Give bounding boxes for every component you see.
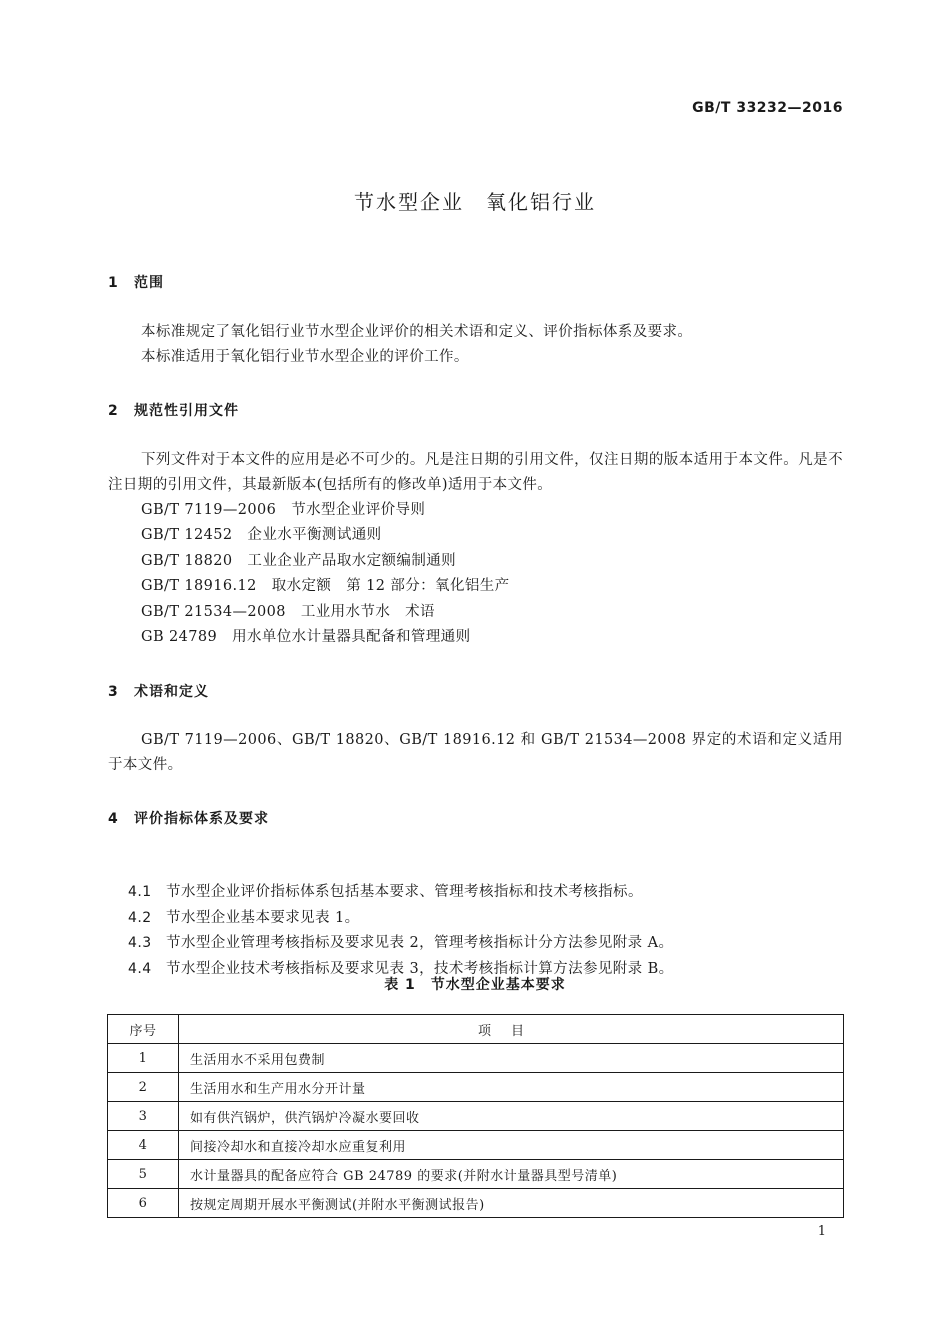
section-number: 2: [108, 403, 119, 419]
scope-paragraph-1: 本标准规定了氧化铝行业节水型企业评价的相关术语和定义、评价指标体系及要求。: [141, 324, 693, 340]
reference-item: GB 24789 用水单位水计量器具配备和管理通则: [141, 629, 471, 645]
terms-paragraph: GB/T 7119—2006、GB/T 18820、GB/T 18916.12 和 GB/T 21534—2008 界定的术语和定义适用于本文件。: [108, 732, 843, 773]
basic-requirements-table: [107, 1014, 844, 1218]
section-title: 范围: [134, 275, 164, 291]
table-row: [108, 1044, 844, 1073]
table-row: [108, 1189, 844, 1218]
header-item: 项目: [179, 1015, 844, 1044]
clause-text: 节水型企业技术考核指标及要求见表 3，技术考核指标计算方法参见附录 B。: [166, 961, 674, 977]
row-item: 生活用水不采用包费制: [179, 1044, 844, 1073]
clause-number: 4.2: [128, 910, 152, 926]
section-title: 规范性引用文件: [134, 403, 239, 419]
row-item: 水计量器具的配备应符合 GB 24789 的要求(并附水计量器具型号清单): [179, 1160, 844, 1189]
clause-number: 4.4: [128, 961, 152, 977]
page-number: 1: [817, 1224, 826, 1239]
reference-item: GB/T 7119—2006 节水型企业评价导则: [141, 502, 426, 518]
reference-item: GB/T 12452 企业水平衡测试通则: [141, 527, 382, 543]
row-number: 6: [108, 1189, 179, 1218]
section-title: 评价指标体系及要求: [134, 811, 269, 827]
reference-item: GB/T 18916.12 取水定额 第 12 部分：氧化铝生产: [141, 578, 510, 594]
row-item: 按规定周期开展水平衡测试(并附水平衡测试报告): [179, 1189, 844, 1218]
header-serial-number: 序号: [108, 1015, 179, 1044]
row-number: 4: [108, 1131, 179, 1160]
scope-paragraph-2: 本标准适用于氧化铝行业节水型企业的评价工作。: [141, 349, 469, 365]
standard-code: GB/T 33232—2016: [692, 100, 843, 116]
reference-item: GB/T 18820 工业企业产品取水定额编制通则: [141, 553, 457, 569]
section-4-heading: [108, 808, 269, 828]
section-number: 1: [108, 275, 119, 291]
section-title: 术语和定义: [134, 684, 209, 700]
section-number: 3: [108, 684, 119, 700]
row-number: 1: [108, 1044, 179, 1073]
table-1-caption: 表 1 节水型企业基本要求: [384, 977, 566, 993]
references-intro: 下列文件对于本文件的应用是必不可少的。凡是注日期的引用文件，仅注日期的版本适用于本文件。凡是不注日期的引用文件，其最新版本(包括所有的修改单)适用于本文件。: [108, 452, 843, 493]
clause-text: 节水型企业管理考核指标及要求见表 2，管理考核指标计分方法参见附录 A。: [166, 935, 674, 951]
clause-number: 4.3: [128, 935, 152, 951]
section-2-heading: [108, 400, 239, 420]
row-item: 间接冷却水和直接冷却水应重复利用: [179, 1131, 844, 1160]
reference-item: GB/T 21534—2008 工业用水节水 术语: [141, 604, 435, 620]
document-title: 节水型企业 氧化铝行业: [354, 190, 596, 214]
table-row: [108, 1073, 844, 1102]
row-number: 5: [108, 1160, 179, 1189]
section-number: 4: [108, 811, 119, 827]
table-row: [108, 1131, 844, 1160]
row-number: 2: [108, 1073, 179, 1102]
clause-text: 节水型企业评价指标体系包括基本要求、管理考核指标和技术考核指标。: [166, 884, 643, 900]
clause-text: 节水型企业基本要求见表 1。: [166, 910, 360, 926]
table-row: [108, 1102, 844, 1131]
row-item: 生活用水和生产用水分开计量: [179, 1073, 844, 1102]
section-1-heading: [108, 272, 164, 292]
table-header-row: [108, 1015, 844, 1044]
row-item: 如有供汽锅炉，供汽锅炉冷凝水要回收: [179, 1102, 844, 1131]
clause-number: 4.1: [128, 884, 152, 900]
table-row: [108, 1160, 844, 1189]
row-number: 3: [108, 1102, 179, 1131]
clause-4-4: [108, 932, 674, 1007]
section-3-heading: [108, 681, 209, 701]
